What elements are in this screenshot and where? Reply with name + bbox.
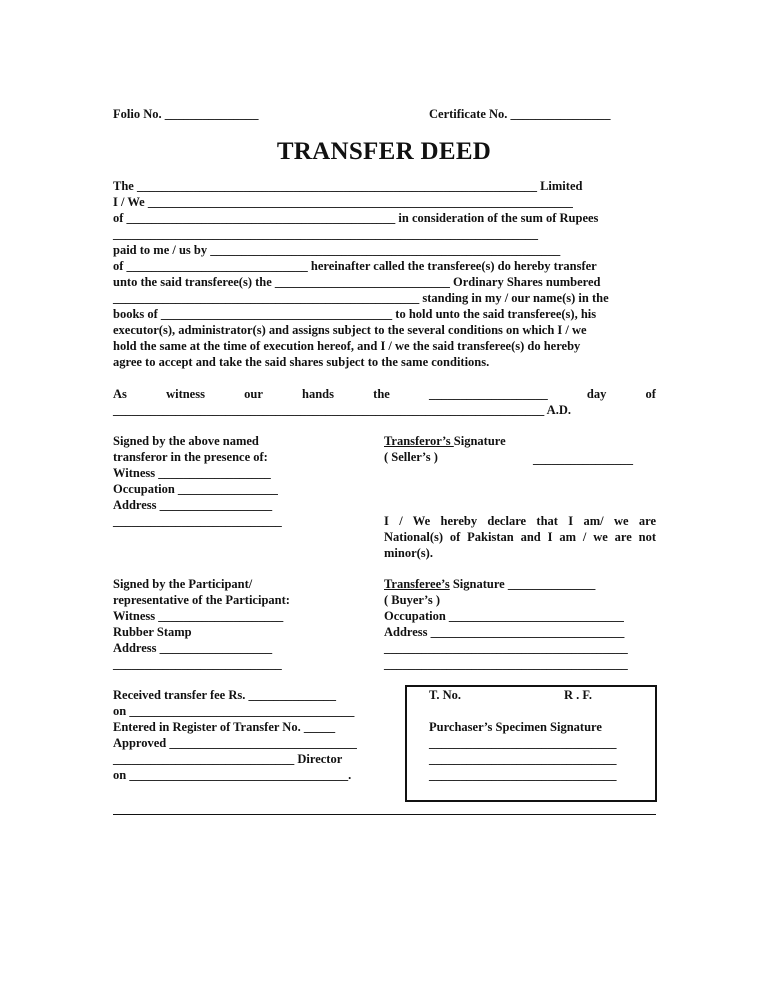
- buyer-address-line: ___________________________: [113, 657, 282, 671]
- fee-date-field: on ____________________________________: [113, 704, 355, 718]
- witness-word: witness: [166, 387, 205, 401]
- transferee-signature-label: Transferee’s Signature ______________: [384, 577, 596, 591]
- witness-word: our: [244, 387, 263, 401]
- seller-occupation-field: Occupation ________________: [113, 482, 278, 496]
- transferee-label: Transferee’s: [384, 577, 450, 591]
- body-line: hold the same at the time of execution hereof, and I / we the said transferee(s) do hereby: [113, 339, 581, 353]
- folio-number: Folio No. _______________: [113, 107, 259, 121]
- seller-left-line: transferor in the presence of:: [113, 450, 268, 464]
- body-line: paid to me / us by ________________________________________________________: [113, 243, 561, 257]
- bottom-rule: [113, 814, 656, 815]
- witness-word: of: [645, 387, 656, 401]
- transferor-signature-label: Transferor’s Signature: [384, 434, 506, 448]
- buyer-address-line-right: _______________________________________: [384, 657, 628, 671]
- body-line: ____________________________________________________________________: [113, 227, 538, 241]
- witness-word: As: [113, 387, 127, 401]
- register-number-field: Entered in Register of Transfer No. _____: [113, 720, 336, 734]
- seller-label: ( Seller’s ): [384, 450, 438, 464]
- transfer-fee-field: Received transfer fee Rs. ______________: [113, 688, 336, 702]
- body-line: I / We ____________________________________________________________________: [113, 195, 573, 209]
- body-line: books of _____________________________________ to hold unto the said transferee(s), his: [113, 307, 597, 321]
- witness-word: day: [586, 387, 607, 401]
- witness-line: [113, 386, 656, 402]
- seller-left-line: Signed by the above named: [113, 434, 259, 448]
- witness-word: hands: [302, 387, 335, 401]
- date-blank: ___________________: [429, 387, 548, 401]
- approval-date-field: on ___________________________________.: [113, 768, 352, 782]
- seller-address-field: Address __________________: [113, 498, 273, 512]
- body-line: agree to accept and take the said shares subject to the same conditions.: [113, 355, 490, 369]
- transferor-signature-line: ________________: [533, 452, 633, 466]
- buyer-address-field: Address __________________: [113, 641, 273, 655]
- specimen-signature-label: Purchaser’s Specimen Signature: [429, 720, 602, 734]
- body-line: The ________________________________________________________________ Limited: [113, 179, 583, 193]
- buyer-occupation-field: Occupation ____________________________: [384, 609, 624, 623]
- buyer-left-line: representative of the Participant:: [113, 593, 290, 607]
- approved-field: Approved ______________________________: [113, 736, 357, 750]
- buyer-address-field-right: Address _______________________________: [384, 625, 625, 639]
- ad-line: _____________________________________________________________________ A.D.: [113, 403, 571, 417]
- body-line: executor(s), administrator(s) and assigns subject to the several conditions on which I / we: [113, 323, 587, 337]
- witness-word: the: [373, 387, 390, 401]
- body-line: _________________________________________________ standing in my / our name(s) in the: [113, 291, 609, 305]
- body-line: of _____________________________ hereinafter called the transferee(s) do hereby transfer: [113, 259, 597, 273]
- body-line: of ___________________________________________ in consideration of the sum of Rupees: [113, 211, 599, 225]
- seller-witness-field: Witness __________________: [113, 466, 271, 480]
- declaration-line: minor(s).: [384, 546, 433, 560]
- specimen-signature-line: ______________________________: [429, 752, 617, 766]
- buyer-witness-field: Witness ____________________: [113, 609, 284, 623]
- body-line: unto the said transferee(s) the ____________________________ Ordinary Shares numbered: [113, 275, 601, 289]
- director-field: _____________________________ Director: [113, 752, 343, 766]
- certificate-number: Certificate No. ________________: [429, 107, 611, 121]
- declaration-line: National(s) of Pakistan and I am / we are not: [384, 530, 656, 544]
- transfer-number-label: T. No.: [429, 688, 462, 702]
- rf-label: R . F.: [564, 688, 593, 702]
- transferor-label: Transferor’s: [384, 434, 454, 448]
- buyer-address-line-right: _______________________________________: [384, 641, 628, 655]
- specimen-signature-line: ______________________________: [429, 736, 617, 750]
- buyer-left-line: Signed by the Participant/: [113, 577, 253, 591]
- specimen-signature-line: ______________________________: [429, 768, 617, 782]
- seller-address-line: ___________________________: [113, 514, 282, 528]
- page-title: TRANSFER DEED: [276, 138, 492, 165]
- rubber-stamp-label: Rubber Stamp: [113, 625, 192, 639]
- buyer-label: ( Buyer’s ): [384, 593, 440, 607]
- declaration-line: I / We hereby declare that I am/ we are: [384, 514, 656, 528]
